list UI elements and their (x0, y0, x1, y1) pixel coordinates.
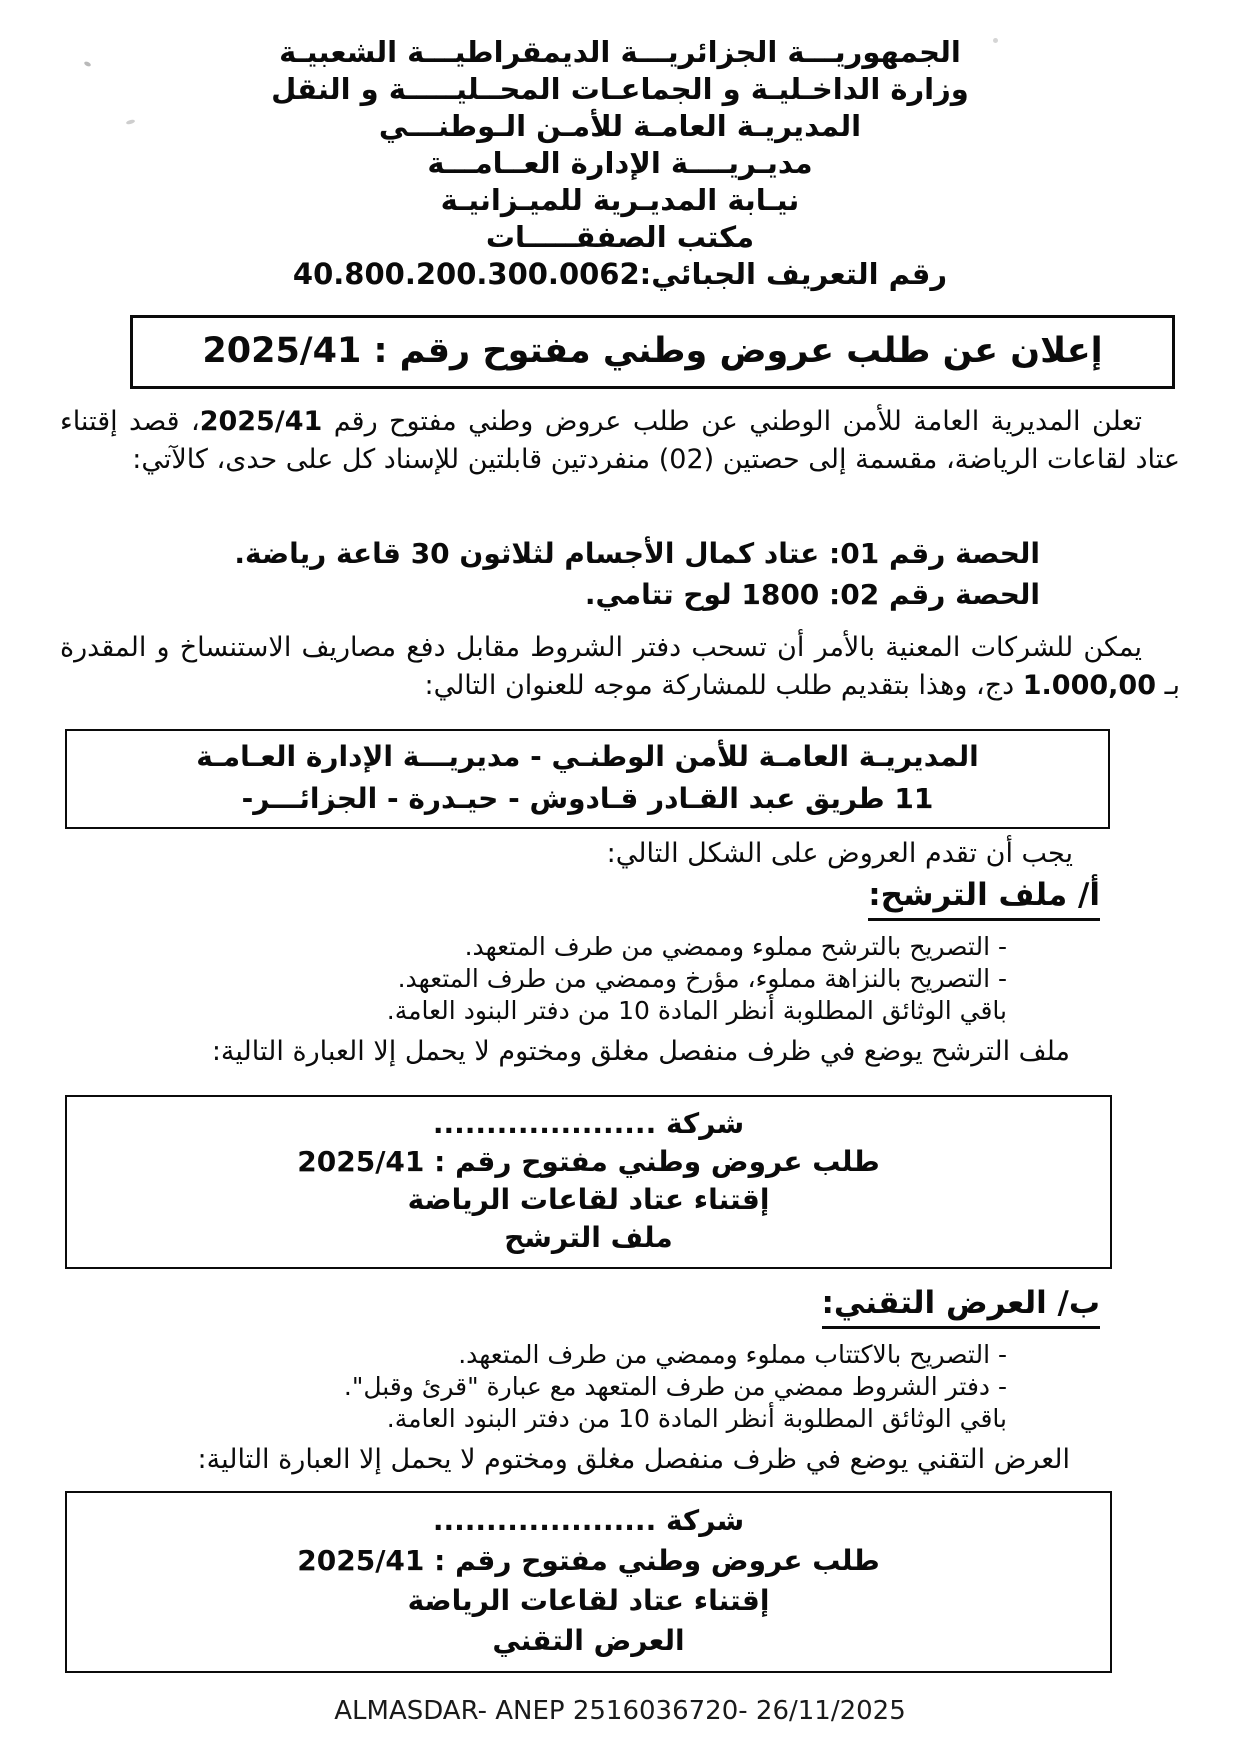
envelope-company-line: شركة ..................... (432, 1107, 745, 1140)
scan-artifact (993, 38, 998, 43)
lot-line-2: الحصة رقم 02: 1800 لوح تتامي. (584, 578, 1040, 611)
section-b-requirements (60, 1339, 1007, 1435)
announcement-title: إعلان عن طلب عروض وطني مفتوح رقم : 2025/41 (202, 331, 1103, 371)
intro-text-part2: ، قصد إقتناء عتاد لقاعات الرياضة، مقسمة إلى حصتين (02) منفردتين قابلتين للإسناد كل على حدى، كالآتي: (60, 406, 1180, 475)
section-b-heading (60, 1283, 1100, 1329)
letterhead-budget-subdirectorate-line: نيـابة المديـرية للميـزانيـة (440, 183, 800, 217)
requirement-item: - دفتر الشروط ممضي من طرف المتعهد مع عبارة "قرئ وقبل". (343, 1372, 1007, 1401)
section-b-heading-text: ب/ العرض التقني: (822, 1283, 1100, 1329)
letterhead-republic-line: الجمهوريـــة الجزائريـــة الديمقراطيـــة الشعبيـة (279, 35, 961, 69)
requirement-item: باقي الوثائق المطلوبة أنظر المادة 10 من دفتر البنود العامة. (386, 1404, 1007, 1433)
technical-envelope-box (65, 1491, 1112, 1673)
tax-id-line: رقم التعريف الجبائي:40.800.200.300.0062 (292, 257, 948, 291)
envelope-tender-line: طلب عروض وطني مفتوح رقم : 2025/41 (297, 1145, 880, 1178)
lots-list (60, 533, 1040, 615)
address-line-1: المديريـة العامـة للأمن الوطنـي - مديريـــة الإدارة العـامـة (196, 740, 979, 773)
letterhead-ministry-line: وزارة الداخـليـة و الجماعـات المحــليـــــة و النقل (271, 72, 969, 106)
requirement-item: باقي الوثائق المطلوبة أنظر المادة 10 من دفتر البنود العامة. (386, 996, 1007, 1025)
presentation-note: يجب أن تقدم العروض على الشكل التالي: (606, 838, 1073, 869)
anep-footer: ALMASDAR- ANEP 2516036720- 26/11/2025 (334, 1696, 906, 1726)
withdrawal-text-part2: دج، وهذا بتقديم طلب للمشاركة موجه للعنوان التالي: (424, 670, 1023, 701)
candidacy-envelope-note: ملف الترشح يوضع في ظرف منفصل مغلق ومختوم لا يحمل إلا العبارة التالية: (211, 1036, 1070, 1067)
technical-envelope-note: العرض التقني يوضع في ظرف منفصل مغلق ومختوم لا يحمل إلا العبارة التالية: (197, 1444, 1070, 1475)
section-a-heading-text: أ/ ملف الترشح: (868, 875, 1100, 921)
tender-number: 2025/41 (199, 406, 323, 437)
letterhead-contracts-office-line: مكتب الصفقـــــات (485, 220, 755, 254)
letterhead-directorate-line: المديريـة العامـة للأمـن الـوطنـــي (378, 109, 862, 143)
envelope-label-line: العرض التقني (492, 1624, 685, 1657)
candidacy-envelope-box (65, 1095, 1112, 1269)
address-box (65, 729, 1110, 829)
address-line-2: 11 طريق عبد القـادر قـادوش - حيـدرة - الجزائـــر- (241, 782, 934, 815)
envelope-object-line: إقتناء عتاد لقاعات الرياضة (407, 1584, 770, 1617)
requirement-item: - التصريح بالنزاهة مملوء، مؤرخ وممضي من طرف المتعهد. (397, 964, 1007, 993)
letterhead-admin-directorate-line: مديـريــــة الإدارة العــامـــة (427, 146, 813, 180)
envelope-label-line: ملف الترشح (504, 1221, 673, 1254)
withdrawal-text-part1: يمكن للشركات المعنية بالأمر أن تسحب دفتر الشروط مقابل دفع مصاريف الاستنساخ و المقدرة بـ (60, 632, 1180, 701)
envelope-company-line: شركة ..................... (432, 1504, 745, 1537)
lot-line-1: الحصة رقم 01: عتاد كمال الأجسام لثلاثون 30 قاعة رياضة. (234, 537, 1040, 570)
letterhead (0, 0, 1240, 293)
section-a-heading (60, 875, 1100, 921)
requirement-item: - التصريح بالاكتتاب مملوء وممضي من طرف المتعهد. (458, 1340, 1007, 1369)
section-a-requirements (60, 931, 1007, 1027)
intro-paragraph (60, 403, 1180, 479)
intro-text-part1: تعلن المديرية العامة للأمن الوطني عن طلب عروض وطني مفتوح رقم (322, 406, 1142, 437)
envelope-object-line: إقتناء عتاد لقاعات الرياضة (407, 1183, 770, 1216)
announcement-title-box (130, 315, 1175, 389)
fee-amount: 1.000,00 (1022, 670, 1156, 701)
envelope-tender-line: طلب عروض وطني مفتوح رقم : 2025/41 (297, 1544, 880, 1577)
withdrawal-paragraph (60, 629, 1180, 705)
requirement-item: - التصريح بالترشح مملوء وممضي من طرف المتعهد. (464, 932, 1007, 961)
